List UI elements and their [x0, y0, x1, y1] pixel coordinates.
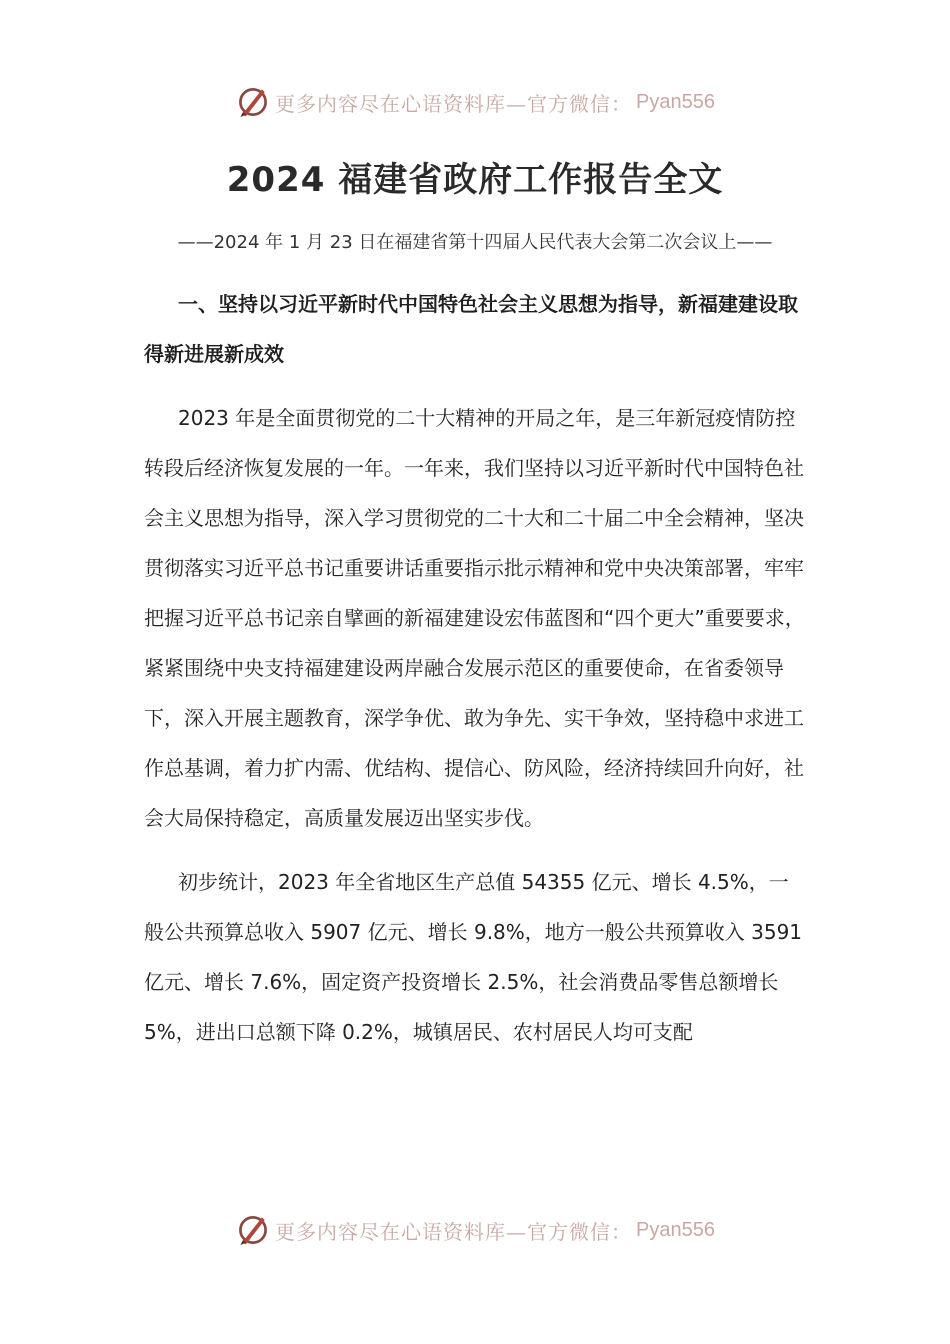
document-subtitle: ——2024 年 1 月 23 日在福建省第十四届人民代表大会第二次会议上—— — [177, 232, 773, 253]
section-heading: 一、坚持以习近平新时代中国特色社会主义思想为指导，新福建建设取得新进展新成效 — [144, 292, 798, 366]
watermark-wechat-id: Pyan556 — [636, 1218, 715, 1241]
paragraph-1: 2023 年是全面贯彻党的二十大精神的开局之年，是三年新冠疫情防控转段后经济恢复发展的一年。一年来，我们坚持以习近平新时代中国特色社会主义思想为指导，深入学习贯彻党的二十大和二十届二中全会精神，坚决贯彻落实习近平总书记重要讲话重要指示批示精神和党中央决策部署，牢牢把握习近平总书记亲自擘画的新福建建设宏伟蓝图和“四个更大”重要要求，紧紧围绕中央支持福建建设两岸融合发展示范区的重要使命，在省委领导下，深入开展主题教育，深学争优、敢为争先、实干争效，坚持稳中求进工作总基调，着力扩内需、优结构、提信心、防风险，经济持续回升向好，社会大局保持稳定，高质量发展迈出坚实步伐。 — [144, 406, 805, 830]
watermark-text: 更多内容尽在心语资料库—官方微信： — [275, 91, 633, 116]
document-title: 2024 福建省政府工作报告全文 — [226, 160, 724, 200]
footer-watermark — [0, 1210, 950, 1250]
document-body — [144, 279, 806, 1071]
header-watermark — [0, 82, 950, 122]
quill-logo-icon — [235, 1212, 271, 1248]
watermark-text: 更多内容尽在心语资料库—官方微信： — [275, 1219, 633, 1244]
quill-logo-icon — [235, 84, 271, 120]
watermark-wechat-id: Pyan556 — [636, 90, 715, 113]
paragraph-2: 初步统计，2023 年全省地区生产总值 54355 亿元、增长 4.5%，一般公共预算总收入 5907 亿元、增长 9.8%，地方一般公共预算收入 3591 亿元、增长 7.6%，固定资产投资增长 2.5%，社会消费品零售总额增长 5%，进出口总额下降 0.2%，城镇居民、农村居民人均可支配 — [144, 870, 803, 1044]
